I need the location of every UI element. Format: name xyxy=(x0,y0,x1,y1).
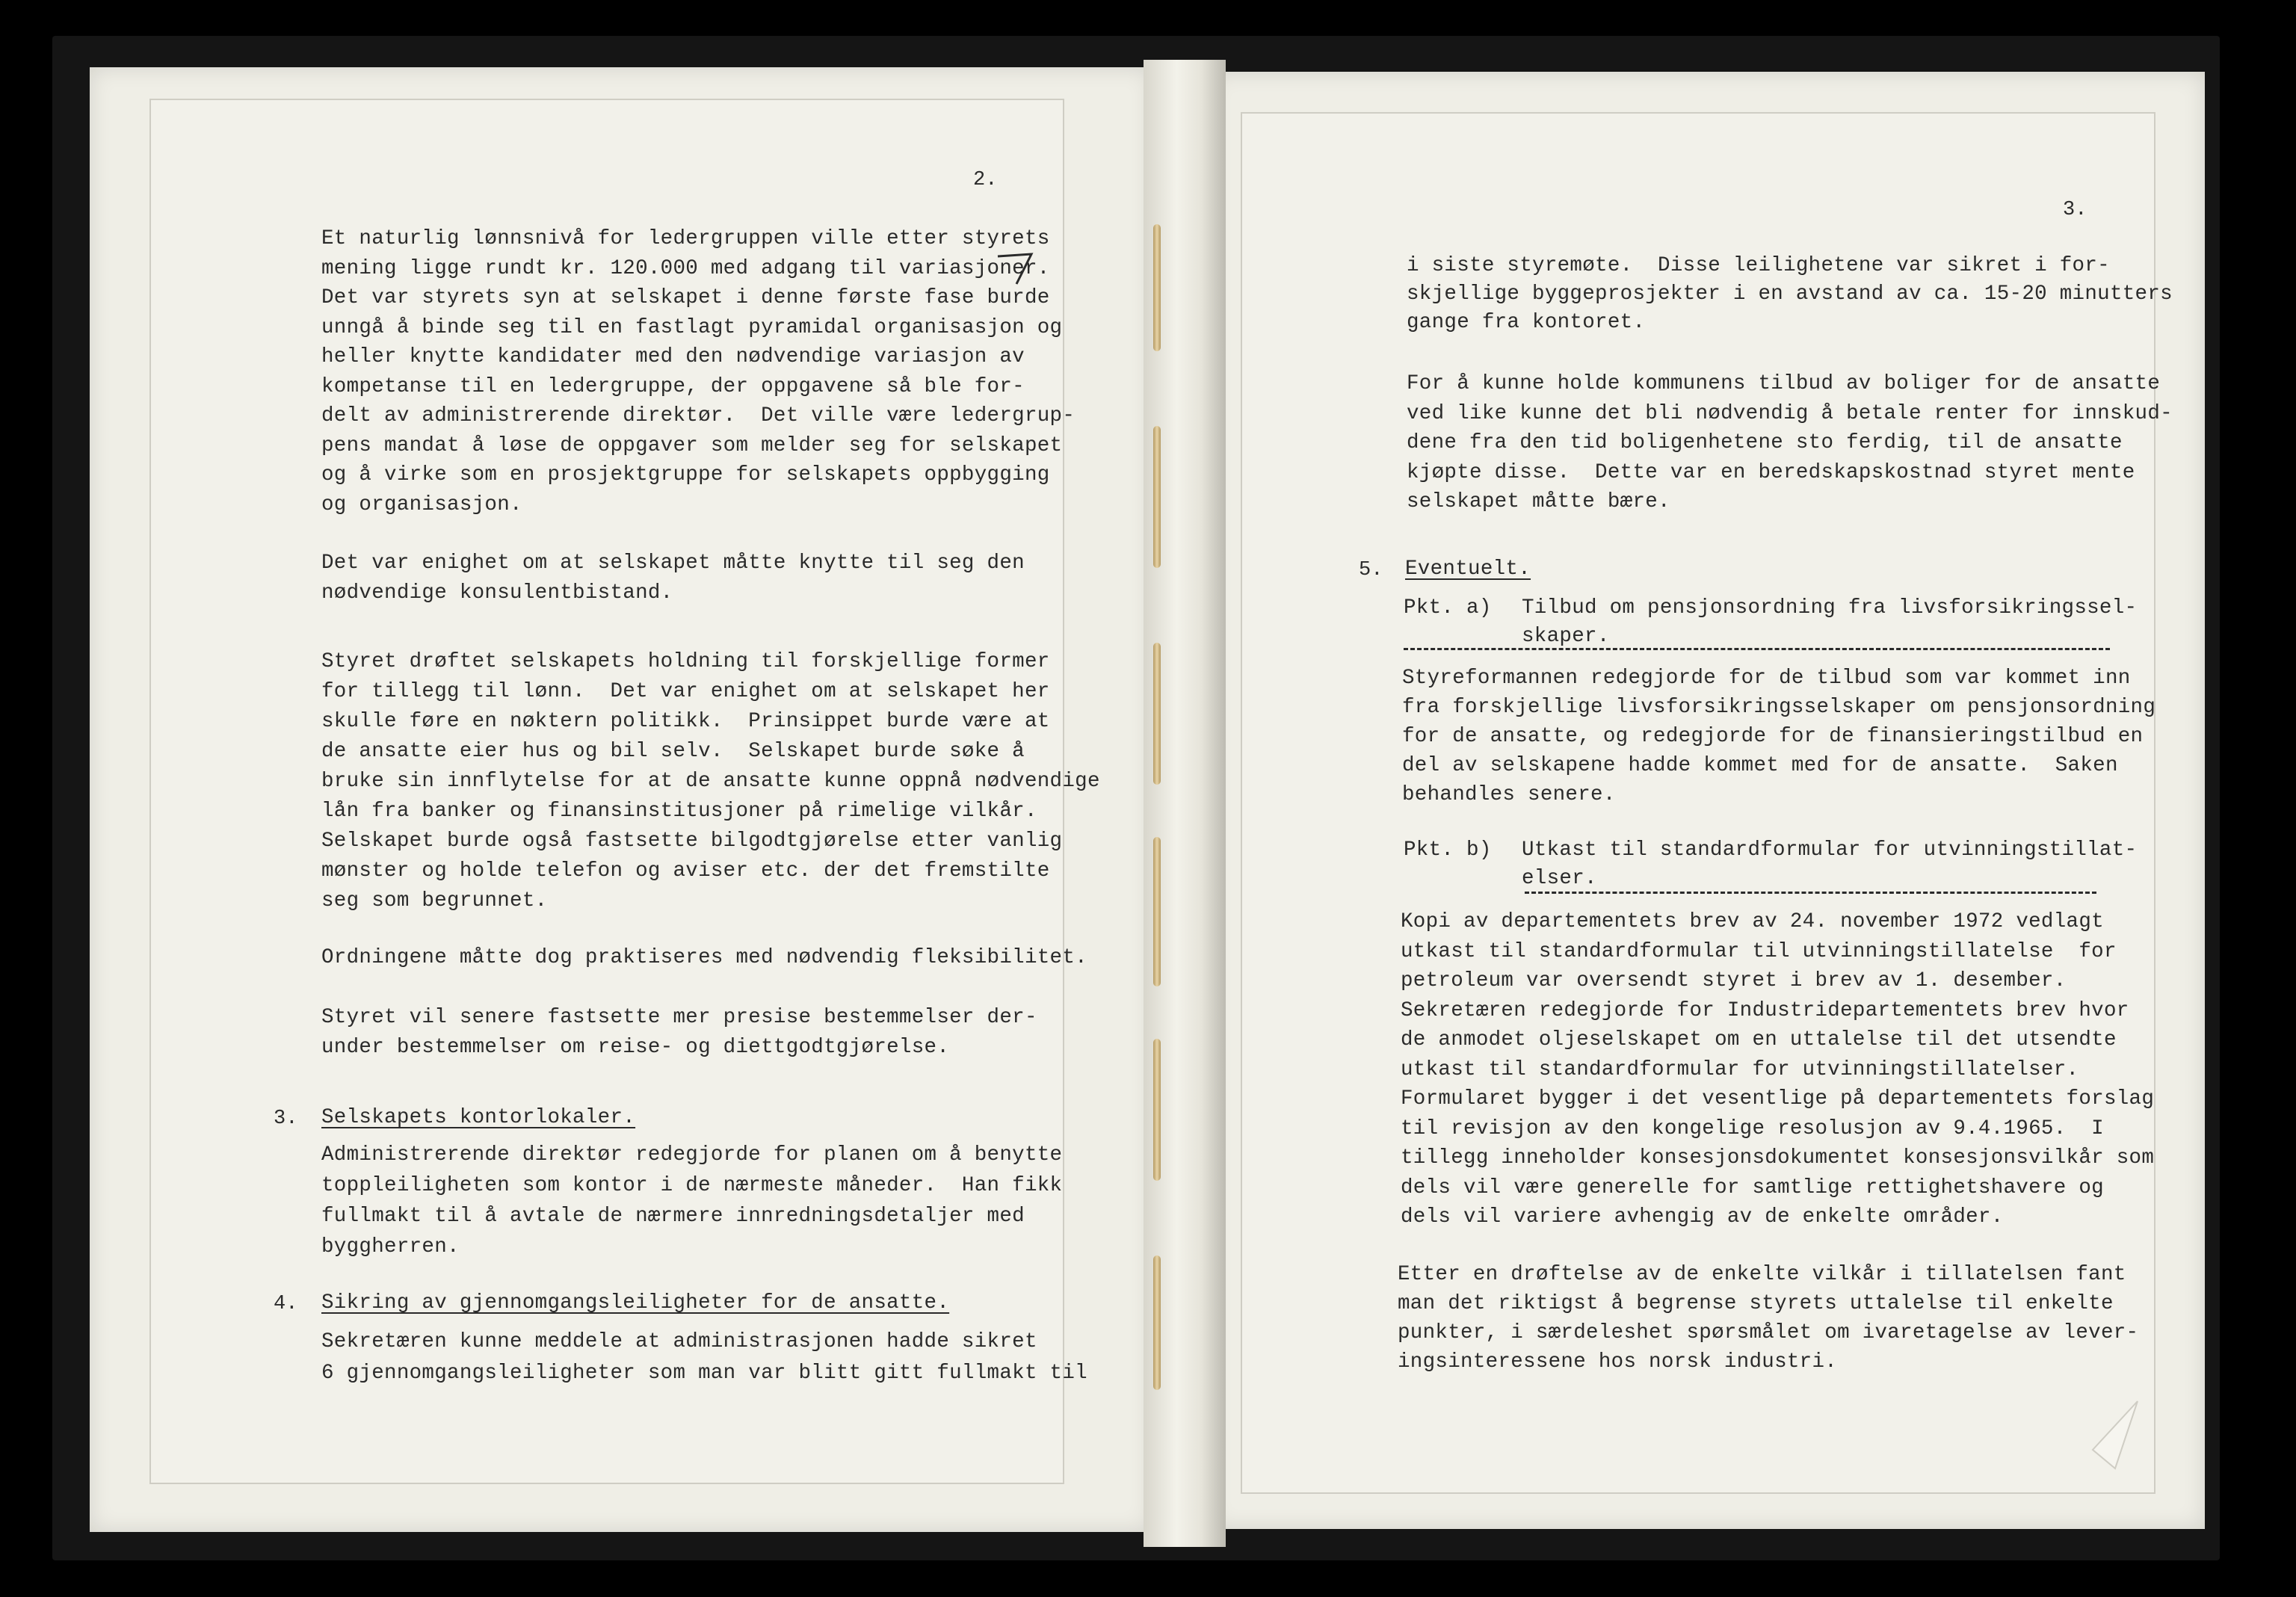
text-line: behandles senere. xyxy=(1402,783,1616,806)
section-3-title: Selskapets kontorlokaler. xyxy=(321,1106,636,1129)
text-line: og organisasjon. xyxy=(321,492,522,516)
text-line: delt av administrerende direktør. Det ville være ledergrup- xyxy=(321,404,1076,427)
text-line: ved like kunne det bli nødvendig å betale renter for innskud- xyxy=(1407,401,2173,425)
text-line: Selskapet burde også fastsette bilgodtgjørelse etter vanlig xyxy=(321,830,1063,853)
text-line: utkast til standardformular til utvinningstillatelse for xyxy=(1401,939,2117,963)
text-line: Etter en drøftelse av de enkelte vilkår i tillatelsen fant xyxy=(1398,1263,2126,1286)
text-line: mønster og holde telefon og aviser etc. der det fremstilte xyxy=(321,859,1050,883)
text-line: toppleiligheten som kontor i de nærmeste måneder. Han fikk xyxy=(321,1174,1063,1197)
page-number: 2. xyxy=(973,169,998,191)
handwritten-mark-icon xyxy=(994,250,1039,288)
text-line: Administrerende direktør redegjorde for planen om å benytte xyxy=(321,1143,1063,1167)
pkt-b-dashed-rule xyxy=(1525,892,2096,894)
text-line: petroleum var oversendt styret i brev av 1. desember. xyxy=(1401,969,2067,992)
text-line: dels vil variere avhengig av de enkelte områder. xyxy=(1401,1205,2004,1229)
text-line: Et naturlig lønnsnivå for ledergruppen ville etter styrets xyxy=(321,227,1050,250)
binding-stitch xyxy=(1153,643,1161,785)
text-line: og å virke som en prosjektgruppe for selskapets oppbygging xyxy=(321,463,1050,486)
text-line: byggherren. xyxy=(321,1235,460,1258)
section-4-number: 4. xyxy=(274,1293,298,1315)
text-line: kjøpte disse. Dette var en beredskapskostnad styret mente xyxy=(1407,460,2135,484)
text-line: kompetanse til en ledergruppe, der oppgavene så ble for- xyxy=(321,374,1025,398)
section-3-number: 3. xyxy=(274,1108,298,1130)
text-line: de anmodet oljeselskapet om en uttalelse til det utsendte xyxy=(1401,1028,2117,1051)
text-line: del av selskapene hadde kommet med for de ansatte. Saken xyxy=(1402,754,2118,777)
text-line: Sekretæren kunne meddele at administrasjonen hadde sikret xyxy=(321,1330,1037,1353)
text-line: heller knytte kandidater med den nødvendige variasjon av xyxy=(321,345,1025,368)
text-line: Formularet bygger i det vesentlige på departementets forslag xyxy=(1401,1087,2155,1111)
text-line: Styreformannen redegjorde for de tilbud som var kommet inn xyxy=(1402,667,2131,690)
pkt-a-dashed-rule xyxy=(1404,648,2110,650)
text-line: skulle føre en nøktern politikk. Prinsippet burde være at xyxy=(321,710,1050,733)
text-line: unngå å binde seg til en fastlagt pyramidal organisasjon og xyxy=(321,315,1063,339)
pkt-a-title-line-1: Tilbud om pensjonsordning fra livsforsikringssel- xyxy=(1522,596,2138,620)
text-line: For å kunne holde kommunens tilbud av boliger for de ansatte xyxy=(1407,372,2161,395)
text-line: bruke sin innflytelse for at de ansatte kunne oppnå nødvendige xyxy=(321,770,1100,793)
section-5-number: 5. xyxy=(1359,559,1383,581)
text-line: Det var styrets syn at selskapet i denne første fase burde xyxy=(321,286,1050,309)
text-line: Kopi av departementets brev av 24. november 1972 vedlagt xyxy=(1401,910,2104,933)
text-line: gange fra kontoret. xyxy=(1407,311,1646,334)
pkt-b-label: Pkt. b) xyxy=(1404,838,1492,862)
text-line: til revisjon av den kongelige resolusjon av 9.4.1965. I xyxy=(1401,1116,2104,1140)
text-line: pens mandat å løse de oppgaver som melder seg for selskapet xyxy=(321,433,1063,457)
text-line: for de ansatte, og redegjorde for de finansieringstilbud en xyxy=(1402,725,2144,748)
text-line: tillegg inneholder konsesjonsdokumentet konsesjonsvilkår som xyxy=(1401,1146,2155,1170)
text-line: for tillegg til lønn. Det var enighet om at selskapet her xyxy=(321,680,1050,703)
text-line: i siste styremøte. Disse leilighetene var sikret i for- xyxy=(1407,254,2110,277)
page-number: 3. xyxy=(2063,199,2087,221)
binding-stitch xyxy=(1153,224,1161,351)
binding-stitch xyxy=(1153,1255,1161,1390)
pkt-a-label: Pkt. a) xyxy=(1404,596,1492,620)
text-line: de ansatte eier hus og bil selv. Selskapet burde søke å xyxy=(321,740,1025,763)
text-line: under bestemmelser om reise- og diettgodtgjørelse. xyxy=(321,1036,950,1059)
text-line: lån fra banker og finansinstitusjoner på rimelige vilkår. xyxy=(321,800,1037,823)
pkt-a-title-line-2: skaper. xyxy=(1522,625,1610,648)
text-line: Ordningene måtte dog praktiseres med nødvendig fleksibilitet. xyxy=(321,946,1087,969)
text-line: Sekretæren redegjorde for Industridepartementets brev hvor xyxy=(1401,998,2129,1022)
text-line: dels vil være generelle for samtlige rettighetshavere og xyxy=(1401,1176,2104,1199)
text-line: ingsinteressene hos norsk industri. xyxy=(1398,1350,1838,1374)
binding-stitch xyxy=(1153,1039,1161,1181)
text-line: man det riktigst å begrense styrets uttalelse til enkelte xyxy=(1398,1292,2114,1315)
text-line: Styret vil senere fastsette mer presise bestemmelser der- xyxy=(321,1006,1037,1029)
text-line: mening ligge rundt kr. 120.000 med adgang til variasjoner. xyxy=(321,256,1050,280)
text-line: 6 gjennomgangsleiligheter som man var blitt gitt fullmakt til xyxy=(321,1362,1087,1385)
text-line: nødvendige konsulentbistand. xyxy=(321,581,673,605)
text-line: punkter, i særdeleshet spørsmålet om ivaretagelse av lever- xyxy=(1398,1321,2139,1344)
text-line: fullmakt til å avtale de nærmere innredningsdetaljer med xyxy=(321,1205,1025,1228)
text-line: utkast til standardformular for utvinningstillatelser. xyxy=(1401,1057,2079,1081)
binding-stitch xyxy=(1153,837,1161,986)
text-line: fra forskjellige livsforsikringsselskaper om pensjonsordning xyxy=(1402,696,2156,719)
pkt-b-title-line-2: elser. xyxy=(1522,867,1597,890)
section-5-title: Eventuelt. xyxy=(1405,557,1531,581)
binding-stitch xyxy=(1153,426,1161,568)
text-line: Styret drøftet selskapets holdning til forskjellige former xyxy=(321,650,1050,673)
pkt-b-title-line-1: Utkast til standardformular for utvinningstillat- xyxy=(1522,838,2138,862)
text-line: Det var enighet om at selskapet måtte knytte til seg den xyxy=(321,552,1025,575)
text-line: seg som begrunnet. xyxy=(321,889,548,912)
section-4-title: Sikring av gjennomgangsleiligheter for de ansatte. xyxy=(321,1291,950,1315)
text-line: selskapet måtte bære. xyxy=(1407,490,1670,513)
folded-corner-icon xyxy=(2085,1397,2145,1472)
text-line: dene fra den tid boligenhetene sto ferdig, til de ansatte xyxy=(1407,431,2123,454)
text-line: skjellige byggeprosjekter i en avstand av ca. 15-20 minutters xyxy=(1407,282,2173,306)
